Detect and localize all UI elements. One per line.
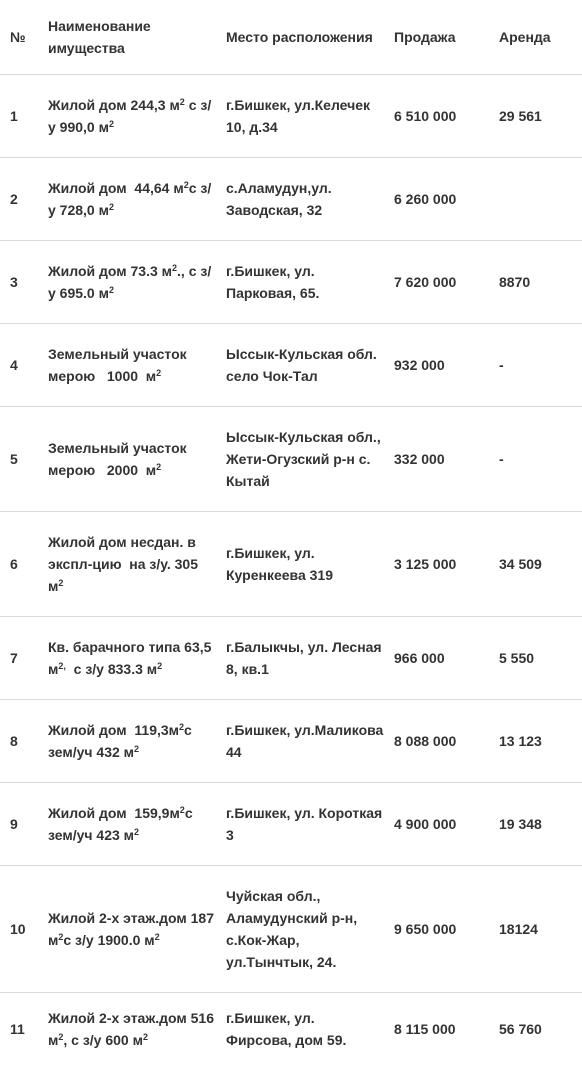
- table-row: [0, 406, 582, 511]
- table-row: [0, 511, 582, 616]
- table-row: [0, 74, 582, 157]
- property-name: Жилой 2-х этаж.дом 516 $м^2$, с з/у 600 $м^2$: [48, 1009, 215, 1048]
- sale-price: 8 088 000: [394, 732, 457, 749]
- sale-price: 4 900 000: [394, 815, 457, 832]
- sale-price: 6 510 000: [394, 107, 457, 124]
- property-location: г.Бишкек, ул. Парковая, 65.: [226, 262, 320, 301]
- property-name: Жилой дом $159,9м^2с$ зем/уч 423 $м^2$: [48, 804, 193, 843]
- row-num: 2: [10, 190, 18, 207]
- row-num: 1: [10, 107, 18, 124]
- property-location: г.Бишкек, ул.Маликова 44: [226, 721, 384, 760]
- property-location: Чуйская обл., Аламудунский р-н, с.Кок-Жар, ул.Тынчтык, 24.: [226, 887, 358, 970]
- property-name: Жилой дом 44,64 $м^2с$ з/у 728,0 $м^2$: [48, 179, 212, 218]
- sale-price: 3 125 000: [394, 555, 457, 572]
- rent-price: 5 550: [499, 649, 535, 666]
- row-num: 3: [10, 273, 18, 290]
- row-num: 8: [10, 732, 18, 749]
- table-header-row: [0, 0, 582, 74]
- sale-price: 6 260 000: [394, 190, 457, 207]
- row-num: 5: [10, 450, 18, 467]
- table-row: [0, 240, 582, 323]
- property-location: с.Аламудун,ул. Заводская, 32: [226, 179, 332, 218]
- table-row: [0, 157, 582, 240]
- sale-price: 9 650 000: [394, 920, 457, 937]
- rent-price: 56 760: [499, 1020, 542, 1037]
- sale-price: 332 000: [394, 450, 445, 467]
- rent-price: [489, 157, 582, 240]
- rent-price: 8870: [499, 273, 531, 290]
- row-num: 10: [10, 920, 26, 937]
- property-location: г.Бишкек, ул.Келечек 10, д.34: [226, 96, 371, 135]
- rent-price: 34 509: [499, 555, 542, 572]
- table-row: [0, 865, 582, 992]
- rent-price: 13 123: [499, 732, 542, 749]
- table-row: [0, 323, 582, 406]
- header-location: Место расположения: [226, 28, 373, 45]
- property-name: Жилой дом $119,3м^2с$ зем/уч 432 $м^2$: [48, 721, 192, 760]
- property-location: Ыссык-Кульская обл., Жети-Огузский р-н с. Кытай: [226, 428, 381, 489]
- header-name: Наименование имущества: [48, 17, 151, 56]
- header-sale: Продажа: [394, 28, 456, 45]
- row-num: 4: [10, 356, 18, 373]
- sale-price: 8 115 000: [394, 1020, 456, 1037]
- property-location: г.Бишкек, ул. Короткая 3: [226, 804, 383, 843]
- property-name: Земельный участок мерою 1000 $м^2$: [48, 345, 187, 384]
- rent-price: -: [499, 450, 504, 467]
- table-row: [0, 616, 582, 699]
- table-row: [0, 699, 582, 782]
- row-num: 11: [10, 1020, 25, 1037]
- property-location: г.Бишкек, ул. Куренкеева 319: [226, 544, 333, 583]
- sale-price: 7 620 000: [394, 273, 457, 290]
- sale-price: 932 000: [394, 356, 445, 373]
- property-name: Жилой 2-х этаж.дом 187 $м^2с$ з/у 1900.0 $м^2$: [48, 909, 215, 948]
- property-name: Жилой дом несдан. в экспл-цию на з/у. 305 $м^2$: [48, 533, 198, 594]
- property-name: Кв. барачного типа 63,5 $м^{2,}$ с з/у 833.3 $м^2$: [48, 638, 212, 677]
- row-num: 6: [10, 555, 18, 572]
- property-location: г.Бишкек, ул. Фирсова, дом 59.: [226, 1009, 347, 1048]
- rent-price: 19 348: [499, 815, 542, 832]
- property-name: Жилой дом 244,3 $м^2$ с з/у 990,0 $м^2$: [48, 96, 212, 135]
- property-name: Жилой дом 73.3 $м^2$., с з/у 695.0 $м^2$: [48, 262, 212, 301]
- table-row: [0, 782, 582, 865]
- row-num: 9: [10, 815, 18, 832]
- rent-price: 18124: [499, 920, 538, 937]
- sale-price: 966 000: [394, 649, 445, 666]
- rent-price: 29 561: [499, 107, 542, 124]
- table-body: [0, 74, 582, 1065]
- header-rent: Аренда: [499, 28, 551, 45]
- header-num: №: [10, 28, 26, 45]
- table-row: [0, 992, 582, 1065]
- row-num: 7: [10, 649, 18, 666]
- property-name: Земельный участок мерою 2000 $м^2$: [48, 439, 187, 478]
- property-location: Ыссык-Кульская обл. село Чок-Тал: [226, 345, 377, 384]
- rent-price: -: [499, 356, 504, 373]
- property-location: г.Балыкчы, ул. Лесная 8, кв.1: [226, 638, 382, 677]
